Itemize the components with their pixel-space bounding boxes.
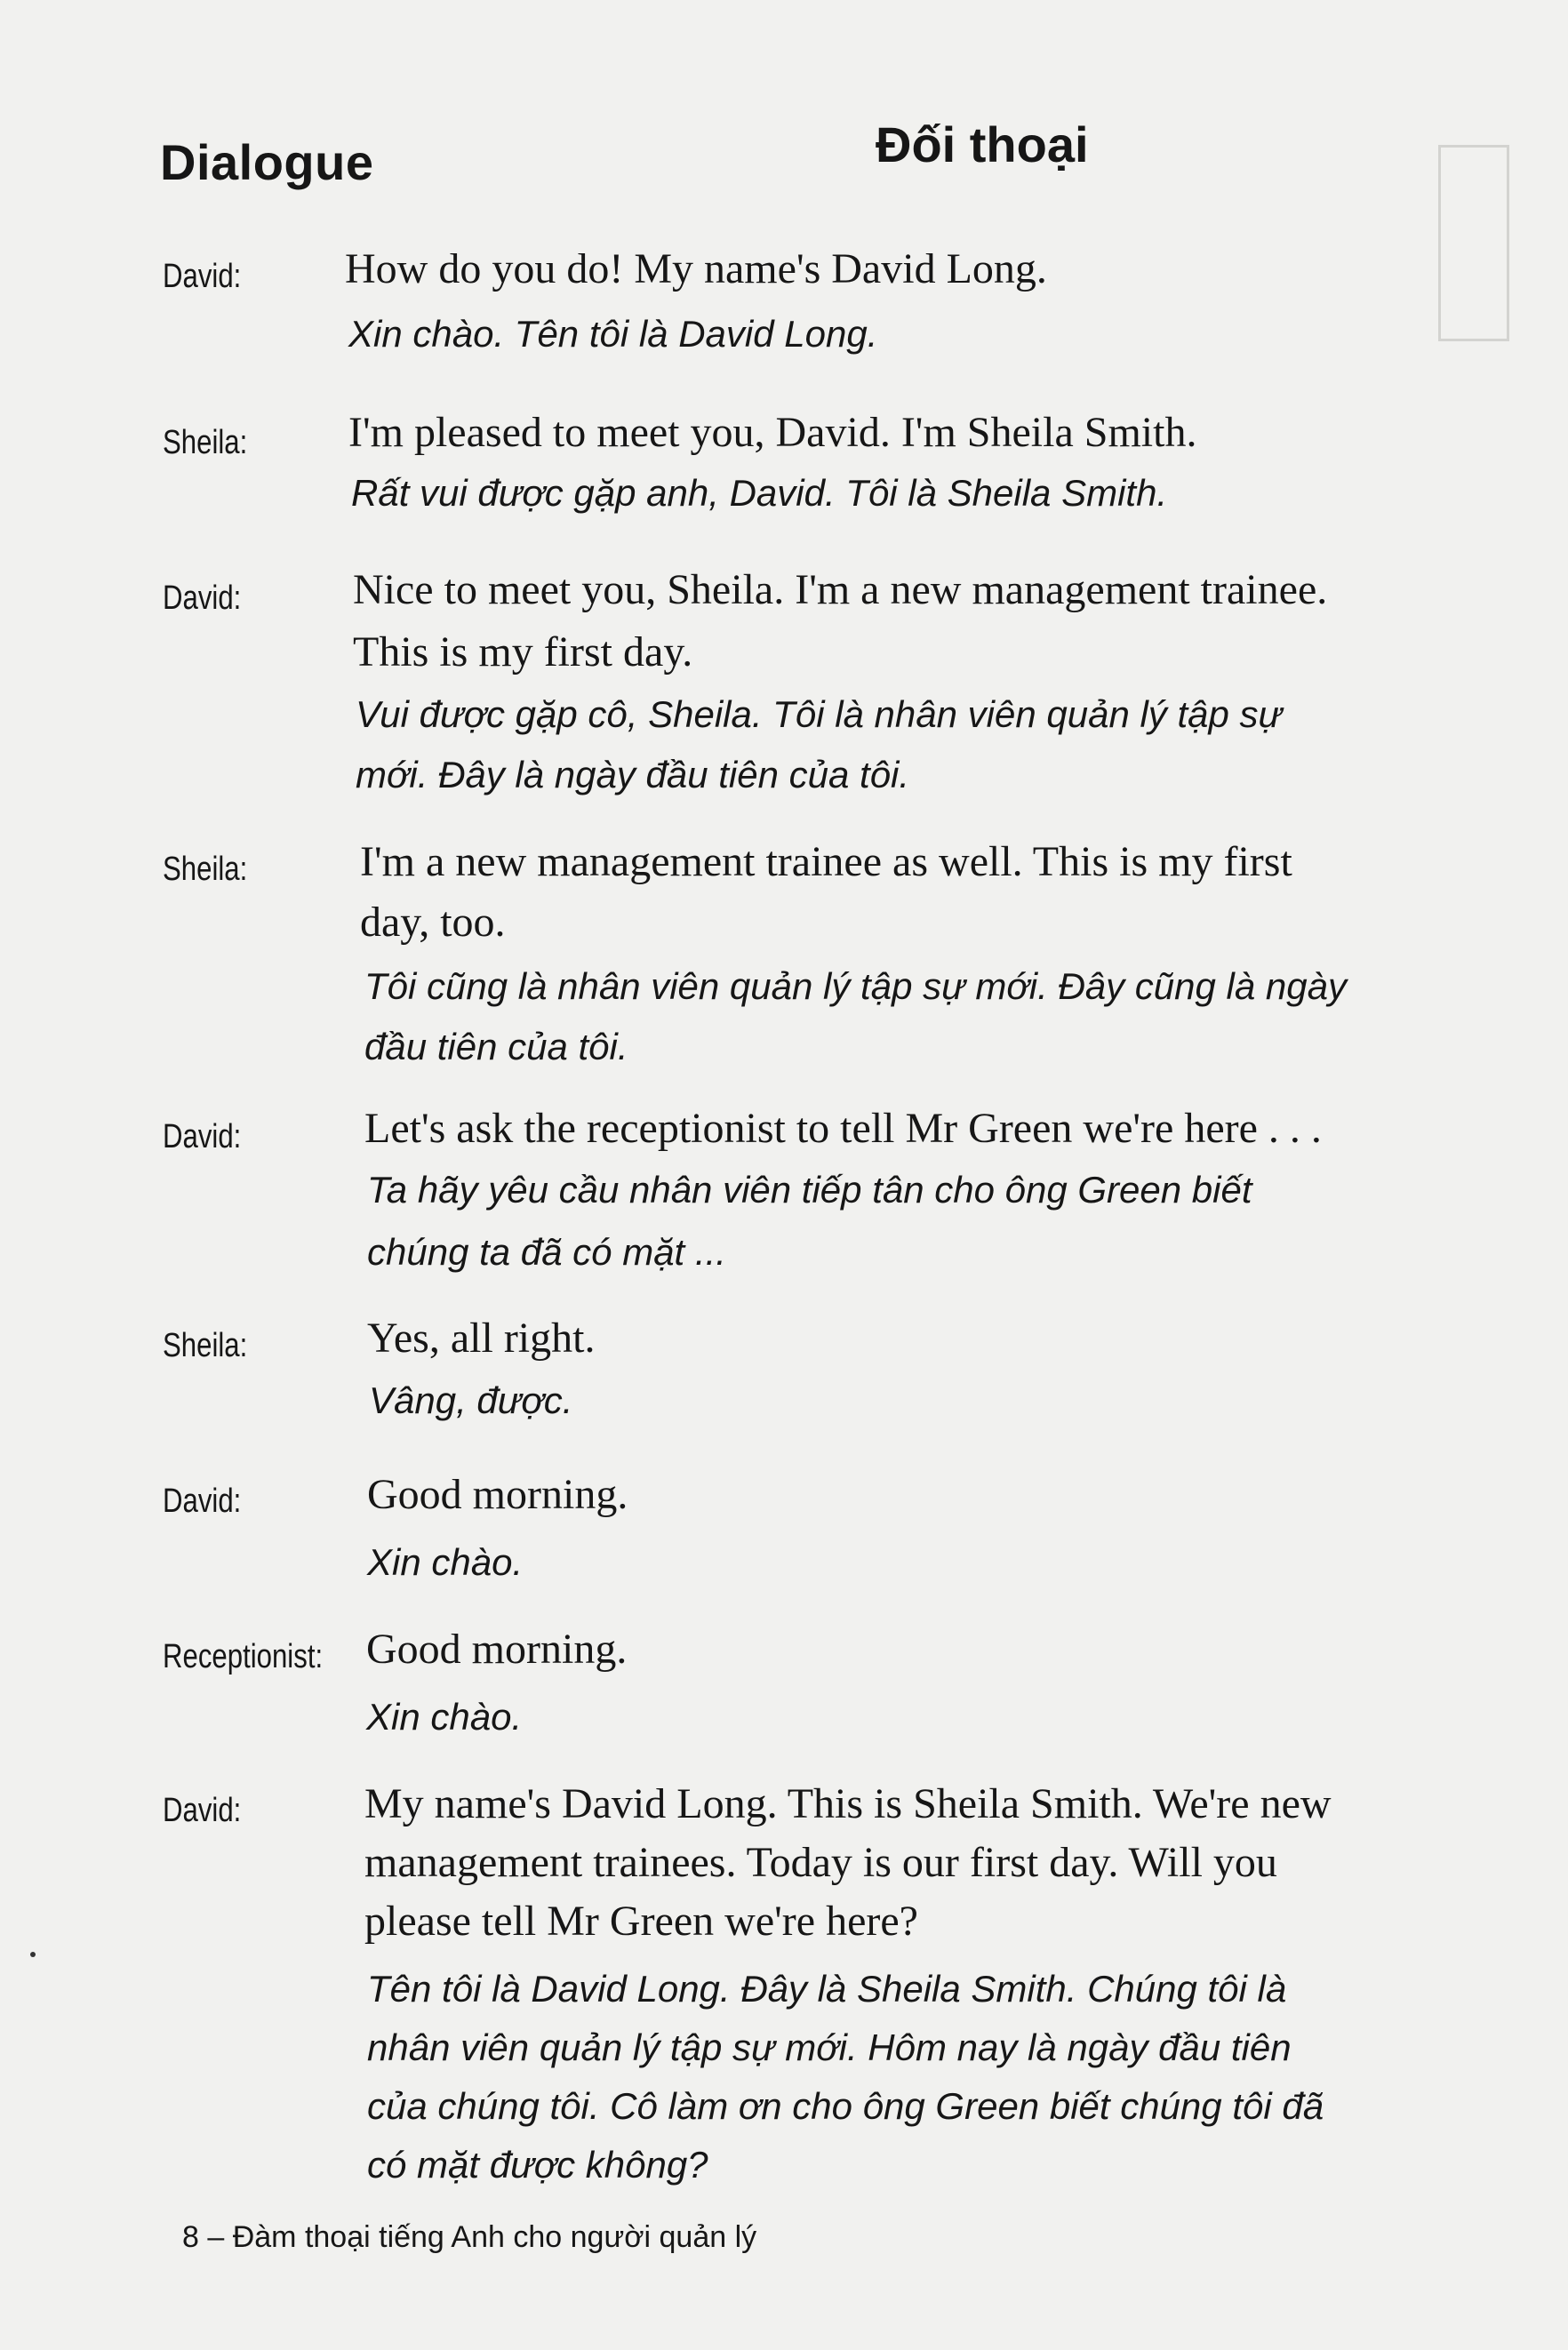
english-line: day, too. — [360, 899, 506, 946]
speaker-label: David: — [163, 1792, 242, 1829]
vietnamese-line: Vui được gặp cô, Sheila. Tôi là nhân viên quản lý tập sự — [356, 693, 1283, 735]
english-line: Nice to meet you, Sheila. I'm a new management trainee. — [353, 566, 1328, 613]
vietnamese-line: mới. Đây là ngày đầu tiên của tôi. — [356, 754, 910, 795]
english-line: Good morning. — [367, 1471, 628, 1518]
vietnamese-line: nhân viên quản lý tập sự mới. Hôm nay là ngày đầu tiên — [367, 2026, 1292, 2068]
vietnamese-line: Tên tôi là David Long. Đây là Sheila Smith. Chúng tôi là — [367, 1968, 1287, 2010]
english-line: management trainees. Today is our first day. Will you — [364, 1839, 1277, 1886]
speaker-label: David: — [163, 258, 242, 295]
vietnamese-line: có mặt được không? — [367, 2144, 708, 2186]
vietnamese-line: Xin chào. — [367, 1541, 524, 1583]
speaker-label: Sheila: — [163, 851, 248, 888]
speaker-label: Sheila: — [163, 424, 248, 461]
vietnamese-line: Xin chào. — [366, 1696, 523, 1738]
stray-mark — [30, 1952, 36, 1957]
english-line: Let's ask the receptionist to tell Mr Green we're here . . . — [364, 1105, 1322, 1152]
speaker-label: David: — [163, 580, 242, 617]
heading-vietnamese: Đối thoại — [876, 116, 1089, 172]
english-line: I'm a new management trainee as well. This is my first — [360, 838, 1292, 885]
vietnamese-line: đầu tiên của tôi. — [364, 1026, 628, 1067]
bleed-through-chapter-box — [1438, 145, 1509, 341]
vietnamese-line: Rất vui được gặp anh, David. Tôi là Sheila Smith. — [351, 472, 1168, 514]
page-footer: 8 – Đàm thoại tiếng Anh cho người quản lý — [182, 2220, 757, 2254]
speaker-label: David: — [163, 1483, 242, 1520]
heading-english: Dialogue — [160, 134, 374, 190]
vietnamese-line: của chúng tôi. Cô làm ơn cho ông Green biết chúng tôi đã — [367, 2085, 1324, 2127]
speaker-label: David: — [163, 1118, 242, 1155]
english-line: I'm pleased to meet you, David. I'm Sheila Smith. — [348, 409, 1197, 456]
vietnamese-line: Tôi cũng là nhân viên quản lý tập sự mới. Đây cũng là ngày — [364, 965, 1347, 1007]
vietnamese-line: Ta hãy yêu cầu nhân viên tiếp tân cho ông Green biết — [367, 1169, 1252, 1211]
vietnamese-line: chúng ta đã có mặt ... — [367, 1231, 726, 1273]
speaker-label: Sheila: — [163, 1327, 248, 1364]
english-line: Good morning. — [366, 1626, 628, 1673]
vietnamese-line: Vâng, được. — [369, 1379, 573, 1421]
english-line: My name's David Long. This is Sheila Smith. We're new — [364, 1780, 1332, 1827]
speaker-label: Receptionist: — [163, 1638, 324, 1675]
english-line: please tell Mr Green we're here? — [364, 1898, 918, 1945]
english-line: This is my first day. — [353, 628, 693, 675]
english-line: How do you do! My name's David Long. — [345, 245, 1047, 292]
english-line: Yes, all right. — [367, 1315, 596, 1362]
vietnamese-line: Xin chào. Tên tôi là David Long. — [348, 313, 878, 355]
